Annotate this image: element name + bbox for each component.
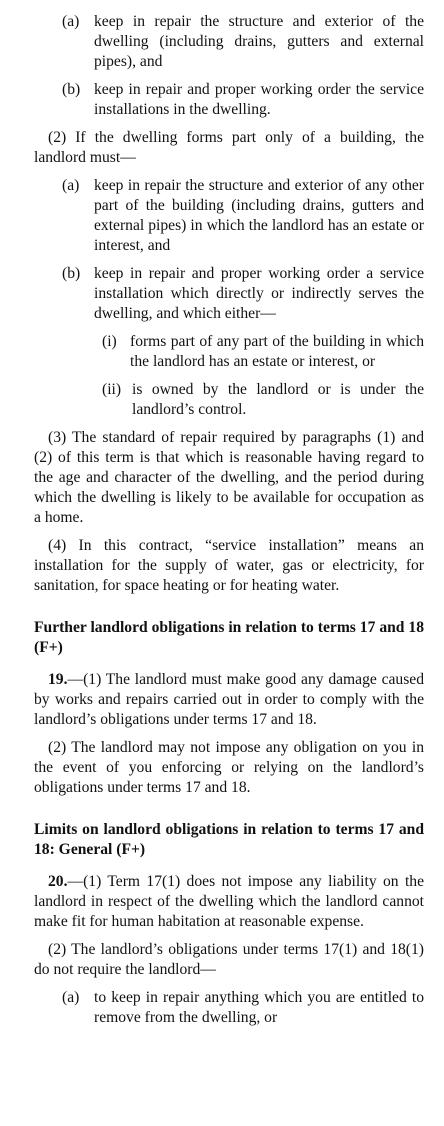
list-item [34,80,424,120]
list-item [34,988,424,1028]
term-text: —(1) Term 17(1) does not impose any liability on the landlord in respect of the dwelling which the landlord cannot make fit for human habitation at reasonable expense. [34,873,424,930]
term-19-paragraph-1 [34,670,424,730]
paragraph-3: (3) The standard of repair required by paragraphs (1) and (2) of this term is that which is reasonable having regard to the age and character of the dwelling, and the period during which the dwelling is likely to be available for occupation as a home. [34,429,424,526]
term-20-paragraph-1 [34,872,424,932]
item-text: is owned by the landlord or is under the landlord’s control. [132,381,424,418]
item-text: forms part of any part of the building in which the landlord has an estate or interest, or [130,333,424,370]
item-text: keep in repair the structure and exterior of the dwelling (including drains, gutters and external pipes), and [94,13,424,70]
item-label: (a) [62,989,80,1006]
item-label: (b) [62,81,81,98]
item-label: (a) [62,13,80,30]
term-number: 19. [48,671,68,688]
item-text: to keep in repair anything which you are entitled to remove from the dwelling, or [94,989,424,1026]
term-20-paragraph-2: (2) The landlord’s obligations under terms 17(1) and 18(1) do not require the landlord— [34,941,424,978]
item-label: (ii) [102,381,122,398]
list-item [34,12,424,72]
paragraph-4: (4) In this contract, “service installation” means an installation for the supply of water, gas or electricity, for sanitation, for space heating or for heating water. [34,537,424,594]
list-item [34,176,424,256]
term-text: —(1) The landlord must make good any damage caused by works and repairs carried out in order to comply with the landlord’s obligations under terms 17 and 18. [34,671,424,728]
section-heading: Limits on landlord obligations in relation to terms 17 and 18: General (F+) [34,821,424,858]
term-19-paragraph-2: (2) The landlord may not impose any obligation on you in the event of you enforcing or relying on the landlord’s obligations under terms 17 and 18. [34,739,424,796]
item-label: (i) [102,333,117,350]
item-text: keep in repair the structure and exterior of any other part of the building (including drains, gutters and external pipes) in which the landlord has an estate or interest, and [94,177,424,254]
section-heading: Further landlord obligations in relation to terms 17 and 18 (F+) [34,619,424,656]
list-item [34,264,424,324]
item-label: (a) [62,177,80,194]
item-text: keep in repair and proper working order a service installation which directly or indirectly serves the dwelling, and which either— [94,265,424,322]
term-number: 20. [48,873,68,890]
list-item [34,332,424,372]
item-text: keep in repair and proper working order the service installations in the dwelling. [94,81,424,118]
item-label: (b) [62,265,81,282]
list-item [34,380,424,420]
paragraph-2: (2) If the dwelling forms part only of a building, the landlord must— [34,129,424,166]
